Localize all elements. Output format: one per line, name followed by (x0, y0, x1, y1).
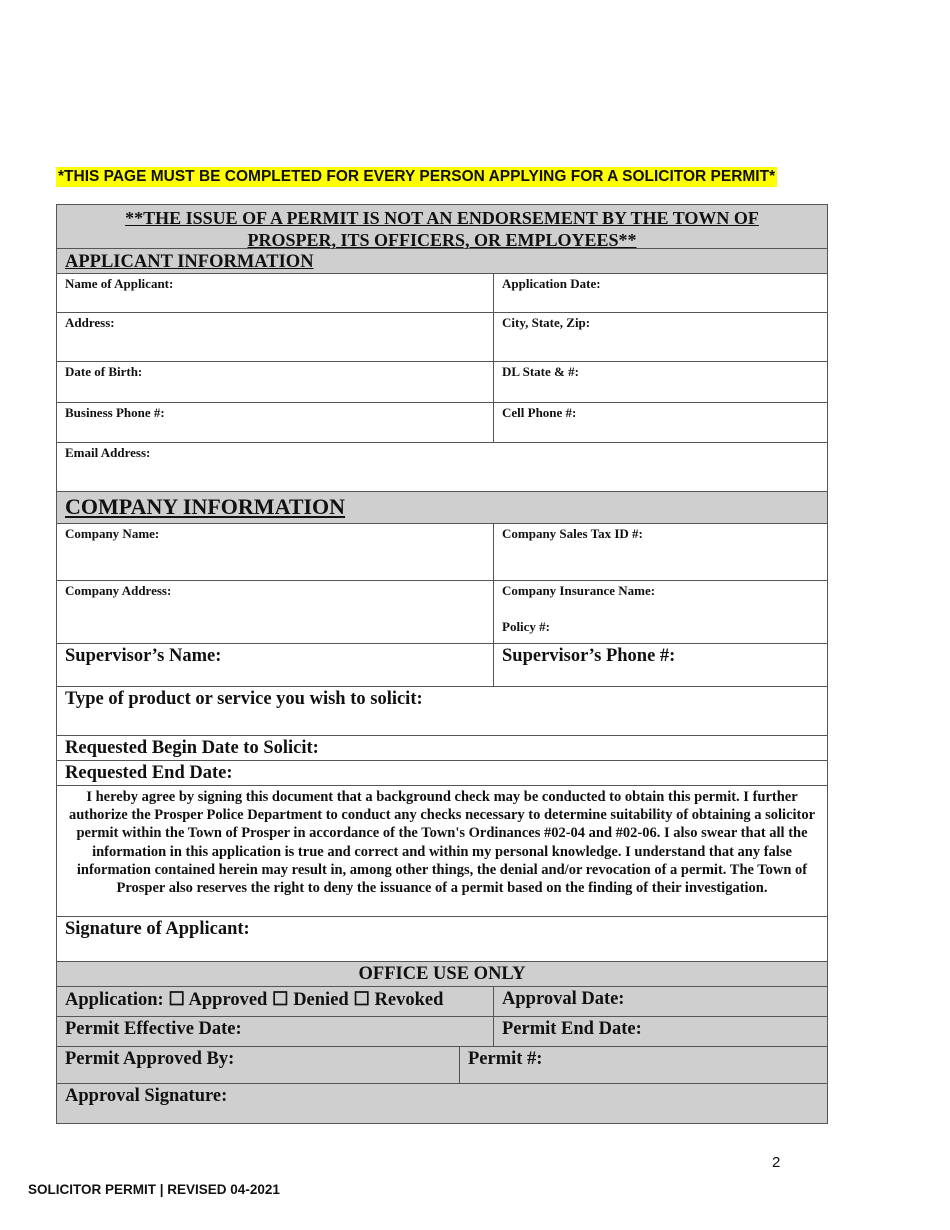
endorsement-header (57, 205, 827, 249)
email-field[interactable] (57, 443, 827, 491)
end-date-label: Requested End Date: (65, 763, 233, 783)
endorsement-line-1: **THE ISSUE OF A PERMIT IS NOT AN ENDORSEMENT BY THE TOWN OF (125, 208, 759, 228)
insurance-field[interactable] (494, 581, 827, 643)
insurance-name-label: Company Insurance Name: (502, 583, 656, 598)
supervisor-name-label: Supervisor’s Name: (65, 646, 222, 666)
applicant-signature-field[interactable] (57, 917, 827, 961)
approval-signature-label: Approval Signature: (65, 1086, 228, 1106)
cell-phone-field[interactable] (494, 403, 827, 442)
policy-number-label: Policy #: (502, 619, 551, 634)
applicant-name-field[interactable] (57, 274, 494, 312)
address-field[interactable] (57, 313, 494, 361)
product-row (57, 687, 827, 736)
company-name-row (57, 524, 827, 581)
dl-state-label: DL State & #: (502, 364, 579, 379)
cell-phone-label: Cell Phone #: (502, 405, 577, 420)
approved-label: Approved (188, 990, 268, 1010)
agreement-row (57, 786, 827, 917)
supervisor-phone-field[interactable] (494, 644, 827, 686)
application-status-field (57, 987, 494, 1016)
company-address-label: Company Address: (65, 583, 172, 598)
business-phone-label: Business Phone #: (65, 405, 165, 420)
email-label: Email Address: (65, 445, 151, 460)
city-state-zip-label: City, State, Zip: (502, 315, 591, 330)
application-date-field[interactable] (494, 274, 827, 312)
applicant-section-title: APPLICANT INFORMATION (65, 252, 314, 272)
permit-approved-by-field[interactable] (57, 1047, 460, 1083)
permit-number-label: Permit #: (468, 1049, 543, 1069)
revoked-checkbox[interactable]: ☐ (353, 990, 370, 1010)
dob-row (57, 362, 827, 403)
office-use-title: OFFICE USE ONLY (358, 964, 526, 984)
company-name-label: Company Name: (65, 526, 160, 541)
permit-approved-by-label: Permit Approved By: (65, 1049, 235, 1069)
applicant-signature-label: Signature of Applicant: (65, 919, 250, 939)
sales-tax-id-label: Company Sales Tax ID #: (502, 526, 643, 541)
company-address-row (57, 581, 827, 644)
company-name-field[interactable] (57, 524, 494, 580)
approved-checkbox[interactable]: ☐ (168, 990, 185, 1010)
application-date-label: Application Date: (502, 276, 601, 291)
address-row (57, 313, 827, 362)
applicant-name-row (57, 274, 827, 313)
office-use-header (57, 962, 827, 987)
application-status-row (57, 987, 827, 1017)
begin-date-row (57, 736, 827, 761)
end-date-row (57, 761, 827, 786)
approval-date-label: Approval Date: (502, 989, 625, 1009)
denied-label: Denied (293, 990, 349, 1010)
permit-effective-date-label: Permit Effective Date: (65, 1019, 242, 1039)
permit-number-field[interactable] (460, 1047, 827, 1083)
approval-date-field[interactable] (494, 987, 827, 1016)
begin-date-label: Requested Begin Date to Solicit: (65, 738, 319, 758)
permit-approval-row (57, 1047, 827, 1084)
applicant-section-header (57, 249, 827, 274)
signature-row (57, 917, 827, 962)
denied-checkbox[interactable]: ☐ (271, 990, 289, 1010)
business-phone-field[interactable] (57, 403, 494, 442)
permit-dates-row (57, 1017, 827, 1047)
page-number: 2 (772, 1154, 781, 1171)
supervisor-row (57, 644, 827, 687)
email-row (57, 443, 827, 492)
end-date-field[interactable] (57, 761, 827, 785)
permit-effective-date-field[interactable] (57, 1017, 494, 1046)
approval-signature-field[interactable] (57, 1084, 827, 1123)
address-label: Address: (65, 315, 115, 330)
company-section-title: COMPANY INFORMATION (65, 494, 346, 519)
product-service-field[interactable] (57, 687, 827, 735)
product-service-label: Type of product or service you wish to solicit: (65, 689, 423, 709)
endorsement-line-2: PROSPER, ITS OFFICERS, OR EMPLOYEES** (247, 230, 637, 250)
solicitor-permit-form (56, 204, 828, 1124)
application-status-label: Application: (65, 990, 164, 1010)
sales-tax-id-field[interactable] (494, 524, 827, 580)
begin-date-field[interactable] (57, 736, 827, 760)
supervisor-name-field[interactable] (57, 644, 494, 686)
revoked-label: Revoked (374, 990, 444, 1010)
permit-end-date-label: Permit End Date: (502, 1019, 642, 1039)
applicant-name-label: Name of Applicant: (65, 276, 174, 291)
date-of-birth-label: Date of Birth: (65, 364, 143, 379)
date-of-birth-field[interactable] (57, 362, 494, 402)
dl-state-field[interactable] (494, 362, 827, 402)
agreement-text: I hereby agree by signing this document that a background check may be conducted to obtain this permit. I further authorize the Prosper Police Department to conduct any checks necessary to determine suitability of obtaining a solicitor permit within the Town of Prosper in accordance of the Town's Ordinances #02-04 and #02-06. I also swear that all the information in this application is true and correct and within my personal knowledge. I understand that any false information contained herein may result in, among other things, the denial and/or revocation of a permit. The Town of Prosper also reserves the right to deny the issuance of a permit based on the finding of their investigation. (68, 789, 816, 897)
document-footer: SOLICITOR PERMIT | REVISED 04-2021 (28, 1182, 280, 1197)
supervisor-phone-label: Supervisor’s Phone #: (502, 646, 676, 666)
city-state-zip-field[interactable] (494, 313, 827, 361)
company-section-header (57, 492, 827, 524)
permit-end-date-field[interactable] (494, 1017, 827, 1046)
approval-signature-row (57, 1084, 827, 1123)
completion-notice: *THIS PAGE MUST BE COMPLETED FOR EVERY PERSON APPLYING FOR A SOLICITOR PERMIT* (58, 168, 776, 185)
phone-row (57, 403, 827, 443)
company-address-field[interactable] (57, 581, 494, 643)
